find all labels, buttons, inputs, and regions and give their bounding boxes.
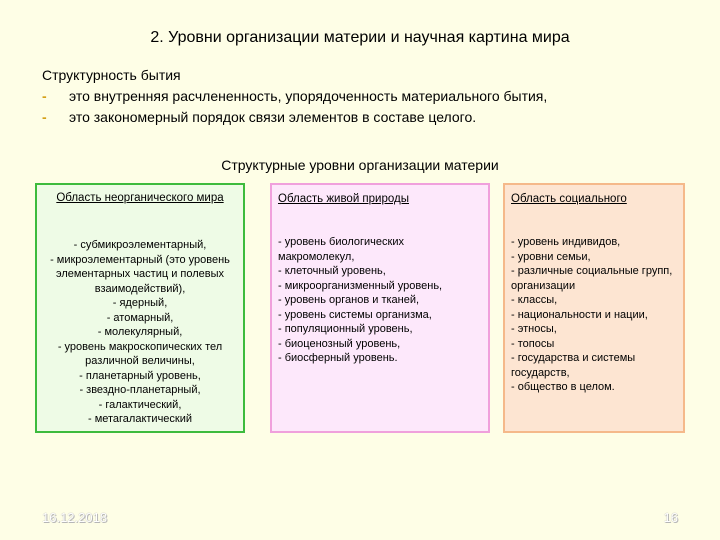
- column-items: [37, 231, 243, 427]
- footer-date: 16.12.2018: [42, 510, 108, 525]
- page-number: 16: [663, 510, 678, 525]
- intro-point: [42, 107, 547, 128]
- list-item: - звездно-планетарный,: [79, 384, 201, 396]
- list-item: - национальности и нации,: [511, 308, 648, 321]
- list-item: - метагалактический: [87, 413, 193, 425]
- column-social: [503, 183, 685, 433]
- list-item: - биосферный уровень.: [278, 352, 398, 364]
- slide-title: 2. Уровни организации материи и научная картина мира: [150, 29, 570, 46]
- list-item: - биоценозный уровень,: [278, 337, 401, 350]
- intro-point: [42, 86, 547, 107]
- list-item: - микроэлементарный (это уровень элементарных частиц и полевых взаимодействий),: [50, 253, 230, 295]
- intro-point-text: это закономерный порядок связи элементов в составе целого.: [69, 109, 477, 125]
- list-item: - уровень макроскопических тел различной величины,: [57, 340, 223, 367]
- list-item: - уровни семьи,: [511, 250, 591, 263]
- list-item: - галактический,: [98, 398, 182, 411]
- list-item: - микроорганизменный уровень,: [278, 279, 443, 292]
- list-item: - клеточный уровень,: [278, 265, 386, 277]
- list-item: - ядерный,: [112, 297, 168, 309]
- column-header: Область неорганического мира: [56, 192, 224, 204]
- list-item: - государства и системы государств,: [511, 352, 636, 379]
- column-items: [272, 231, 488, 366]
- bullet-dash: -: [42, 88, 47, 104]
- list-item: - атомарный,: [106, 311, 174, 324]
- column-inorganic: [35, 183, 245, 433]
- list-item: - различные социальные групп, организации: [511, 265, 673, 292]
- list-item: - популяционный уровень,: [278, 323, 413, 335]
- intro-block: [42, 65, 547, 128]
- list-item: - уровень системы организма,: [278, 308, 432, 321]
- section-subtitle: Структурные уровни организации материи: [221, 157, 499, 173]
- list-item: - уровень биологических макромолекул,: [278, 236, 404, 263]
- list-item: - уровень органов и тканей,: [278, 294, 420, 306]
- intro-point-text: это внутренняя расчлененность, упорядоченность материального бытия,: [69, 88, 548, 104]
- list-item: - субмикроэлементарный,: [73, 239, 207, 251]
- bullet-dash: -: [42, 109, 47, 125]
- list-item: - этносы,: [511, 323, 557, 335]
- list-item: - планетарный уровень,: [79, 369, 201, 382]
- list-item: - уровень индивидов,: [511, 236, 621, 248]
- list-item: - топосы: [511, 337, 555, 350]
- column-items: [505, 231, 683, 395]
- intro-heading: Структурность бытия: [42, 67, 181, 83]
- list-item: - общество в целом.: [511, 381, 615, 393]
- column-living-nature: [270, 183, 490, 433]
- column-header: Область живой природы: [278, 193, 409, 205]
- list-item: - классы,: [511, 294, 558, 306]
- list-item: - молекулярный,: [97, 326, 183, 338]
- column-header: Область социального: [511, 193, 627, 205]
